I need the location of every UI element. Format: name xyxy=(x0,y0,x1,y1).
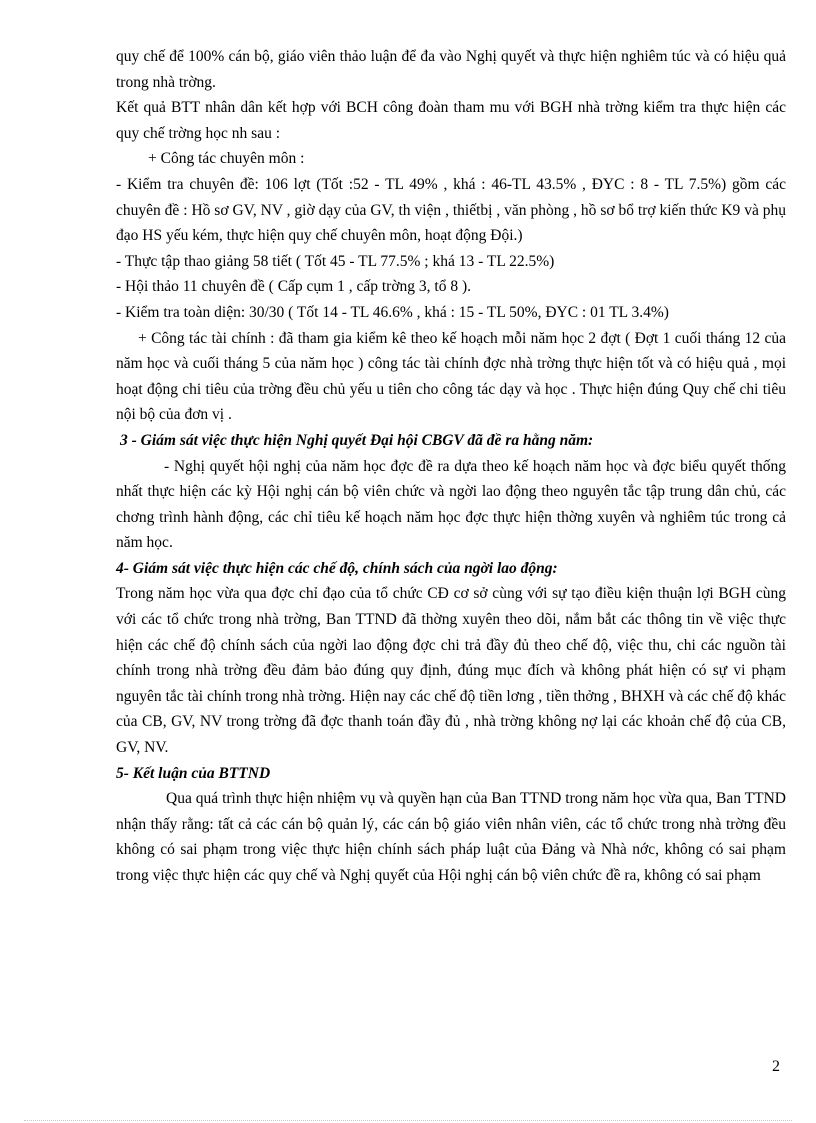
heading-section-5: 5- Kết luận của BTTND xyxy=(116,764,271,782)
para-thuc-tap-thao-giang: - Thực tập thao giảng 58 tiết ( Tốt 45 - TL 77.5% ; khá 13 - TL 22.5%) xyxy=(116,252,555,270)
para-kiem-tra-toan-dien: - Kiểm tra toàn diện: 30/30 ( Tốt 14 - TL 46.6% , khá : 15 - TL 50%, ĐYC : 01 TL 3.4%) xyxy=(116,303,669,321)
para-cong-tac-chuyen-mon: + Công tác chuyên môn : xyxy=(148,150,305,168)
heading-section-4: 4- Giám sát việc thực hiện các chế độ, chính sách của ngời lao động: xyxy=(116,559,558,577)
para-ket-luan: Qua quá trình thực hiện nhiệm vụ và quyền hạn của Ban TTND trong năm học vừa qua, Ban TTND nhận thấy rằng: tất cả các cán bộ quản lý, các cán bộ giáo viên nhân viên, các tổ chức trong nhà trờng đều không có sai phạm trong việc thực hiện chính sách pháp luật của Đảng và Nhà nớc, không có sai phạm trong việc thực hiện các quy chế và Nghị quyết của Hội nghị cán bộ viên chức đề ra, không có sai phạm xyxy=(116,790,786,884)
heading-section-3: 3 - Giám sát việc thực hiện Nghị quyết Đại hội CBGV đã đề ra hằng năm: xyxy=(120,431,594,449)
para-nghi-quyet-hoi-nghi: - Nghị quyết hội nghị của năm học đợc đề ra dựa theo kế hoạch năm học và đợc biểu quyết thống nhất thực hiện các kỳ Hội nghị cán bộ viên chức và ngời lao động theo nguyên tắc tập trung dân chủ, các chơng trình hành động, các chỉ tiêu kế hoạch năm học đợc thực hiện thờng xuyên và nghiêm túc trong cả năm học. xyxy=(116,457,786,552)
para-giam-sat-che-do: Trong năm học vừa qua đợc chỉ đạo của tổ chức CĐ cơ sở cùng với sự tạo điều kiện thuận lợi BGH cùng với các tổ chức trong nhà trờng, Ban TTND đã thờng xuyên theo dõi, nắm bắt các thông tin về việc thực hiện các chế độ chính sách của ngời lao động đợc chi trả đầy đủ theo chế độ, việc thu, chi các nguồn tài chính trong nhà trờng đều đảm bảo đúng quy định, đúng mục đích và không phát hiện có sự vi phạm nguyên tắc tài chính trong nhà trờng. Hiện nay các chế độ tiền lơng , tiền thởng , BHXH và các chế độ khác của CB, GV, NV trong trờng đã đợc thanh toán đầy đủ , nhà trờng không nợ lại các khoản chế độ của CB, GV, NV. xyxy=(116,585,786,757)
para-cong-tac-tai-chinh: + Công tác tài chính : đã tham gia kiểm kê theo kế hoạch mỗi năm học 2 đợt ( Đợt 1 cuối tháng 12 của năm học và cuối tháng 5 của năm học ) công tác tài chính đợc nhà trờng thực hiện tốt và có hiệu quả , mọi hoạt động chi tiêu của trờng đều chủ yếu u tiên cho công tác dạy và học . Thực hiện đúng Quy chế chi tiêu nội bộ của đơn vị . xyxy=(116,329,786,424)
page-number: 2 xyxy=(772,1058,780,1075)
document-body xyxy=(116,44,786,889)
para-hoi-thao: - Hội thảo 11 chuyên đề ( Cấp cụm 1 , cấp trờng 3, tổ 8 ). xyxy=(116,278,471,296)
para-intro-continued: quy chế để 100% cán bộ, giáo viên thảo luận để đa vào Nghị quyết và thực hiện nghiêm túc và có hiệu quả trong nhà trờng. xyxy=(116,48,786,91)
para-kiem-tra-chuyen-de: - Kiểm tra chuyên đề: 106 lợt (Tốt :52 - TL 49% , khá : 46-TL 43.5% , ĐYC : 8 - TL 7.5%) gồm các chuyên đề : Hồ sơ GV, NV , giờ dạy của GV, th viện , thiếtbị , văn phòng , hồ sơ bổ trợ kiến thức K9 và phụ đạo HS yếu kém, thực hiện quy chế chuyên môn, hoạt động Đội.) xyxy=(116,175,786,245)
para-ket-qua: Kết quả BTT nhân dân kết hợp với BCH công đoàn tham mu với BGH nhà trờng kiểm tra thực hiện các quy chế trờng học nh sau : xyxy=(116,99,786,142)
footer-dotted-rule xyxy=(24,1120,792,1121)
